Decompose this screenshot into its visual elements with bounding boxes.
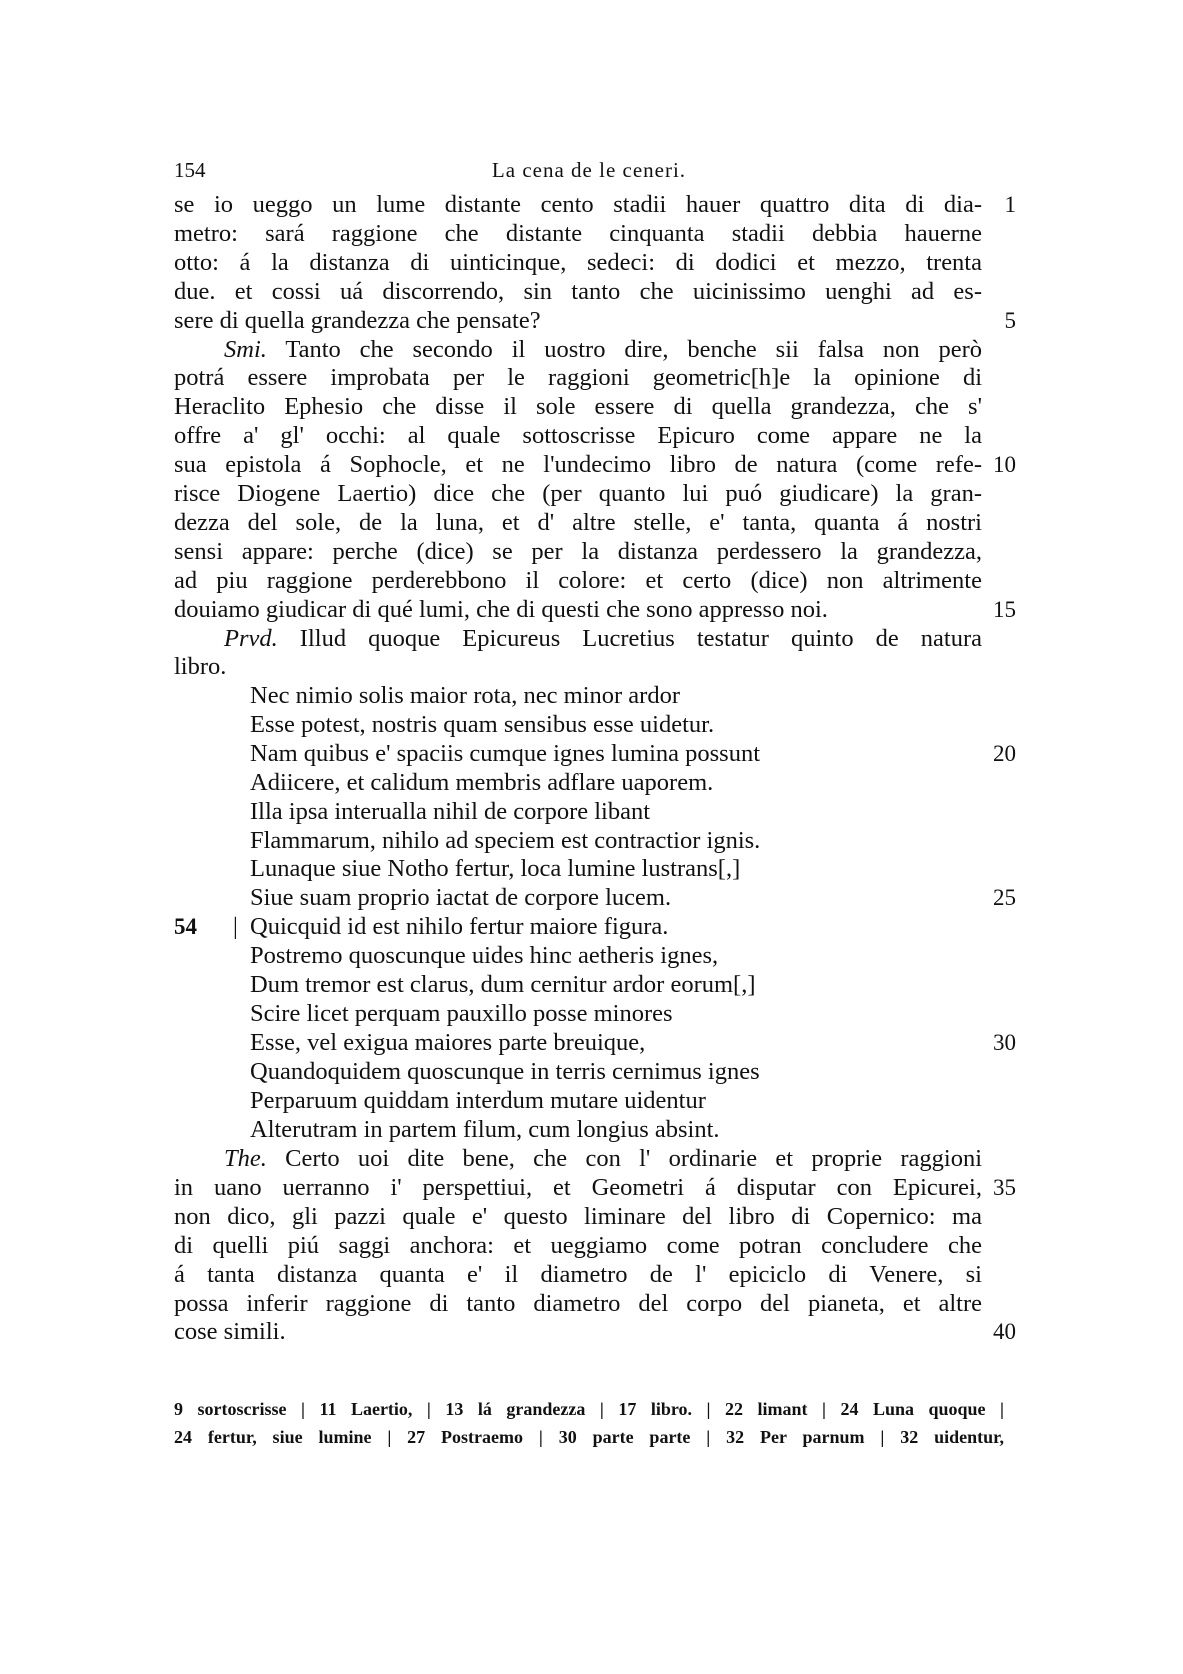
text-line [174, 421, 982, 451]
line-number: 10 [993, 452, 1016, 478]
text-line [174, 595, 982, 625]
text-line [174, 306, 982, 336]
speaker-label: Prvd. [224, 624, 278, 652]
text-line [174, 450, 982, 480]
text-line [174, 219, 982, 249]
verse-line [250, 797, 890, 827]
line-text: di quelli piú saggi anchora: et ueggiamo come potran concludere che [174, 1231, 982, 1259]
speaker-label: Smi. [224, 335, 267, 363]
line-text: á tanta distanza quanta e' il diametro de l' epiciclo di Venere, si [174, 1260, 982, 1288]
line-text: Quandoquidem quoscunque in terris cernimus ignes [250, 1057, 760, 1085]
text-line [174, 652, 982, 682]
line-number: 25 [993, 885, 1016, 911]
verse-line [250, 826, 890, 856]
line-text: sua epistola á Sophocle, et ne l'undecimo libro de natura (come refe- [174, 451, 982, 479]
line-text: metro: sará raggione che distante cinquanta stadii debbia hauerne [174, 219, 982, 247]
line-text: potrá essere improbata per le raggioni geometric[h]e la opinione di [174, 364, 982, 392]
text-line [174, 1317, 982, 1347]
line-text: dezza del sole, de la luna, et d' altre stelle, e' tanta, quanta á nostri [174, 508, 982, 536]
verse-line [250, 1028, 890, 1058]
line-text: sensi appare: perche (dice) se per la distanza perdessero la grandezza, [174, 537, 982, 565]
line-text: otto: á la distanza di uinticinque, sedeci: di dodici et mezzo, trenta [174, 248, 982, 276]
line-text: Certo uoi dite bene, che con l' ordinarie et proprie raggioni [285, 1145, 983, 1172]
page-break-bar: | [233, 914, 238, 941]
line-text: Illud quoque Epicureus Lucretius testatur quinto de natura [299, 624, 983, 652]
line-text: in uano uerranno i' perspettiui, et Geometri á disputar con Epicurei, [174, 1173, 982, 1201]
verse-line [250, 681, 890, 711]
apparatus-line: 24 fertur, siue lumine | 27 Postraemo | 30 parte parte | 32 Per parnum | 32 uidentur, [174, 1427, 1004, 1447]
verse-line [250, 1057, 890, 1087]
line-number: 15 [993, 596, 1016, 622]
line-text: offre a' gl' occhi: al quale sottoscrisse Epicuro come appare ne la [174, 422, 982, 450]
verse-line [250, 739, 890, 769]
line-text: Siue suam proprio iactat de corpore lucem. [250, 884, 672, 912]
text-line [174, 335, 982, 365]
text-line [174, 537, 982, 567]
line-number: 1 [1004, 192, 1016, 217]
line-number: 5 [1004, 307, 1016, 333]
line-text: Esse, vel exigua maiores parte breuique, [250, 1028, 646, 1056]
text-line [174, 1144, 982, 1174]
text-line [174, 479, 982, 509]
text-line [174, 1202, 982, 1232]
apparatus-line: 9 sortoscrisse | 11 Laertio, | 13 lá grandezza | 17 libro. | 22 limant | 24 Luna quoque | [174, 1399, 1004, 1419]
verse-line [250, 883, 890, 913]
speaker-label: The. [224, 1145, 267, 1172]
line-text: Perparuum quiddam interdum mutare uidentur [250, 1086, 706, 1114]
line-text: Lunaque siue Notho fertur, loca lumine lustrans[,] [250, 855, 741, 883]
running-title: La cena de le ceneri. [491, 158, 687, 182]
line-text: Dum tremor est clarus, dum cernitur ardor eorum[,] [250, 971, 756, 998]
text-line [174, 1173, 982, 1203]
line-number: 30 [993, 1029, 1016, 1055]
line-text: Quicquid id est nihilo fertur maiore figura. [250, 913, 669, 941]
line-text: sere di quella grandezza che pensate? [174, 306, 541, 334]
line-text: risce Diogene Laertio) dice che (per quanto lui puó giudicare) la gran- [174, 480, 982, 507]
text-line [174, 624, 982, 654]
verse-line [250, 970, 890, 1000]
page-number: 154 [174, 158, 206, 182]
line-text: Postremo quoscunque uides hinc aetheris ignes, [250, 942, 719, 970]
verse-line [250, 1086, 890, 1116]
line-text: douiamo giudicar di qué lumi, che di questi che sono appresso noi. [174, 595, 828, 623]
text-line [174, 1289, 982, 1319]
line-text: Tanto che secondo il uostro dire, benche sii falsa non però [285, 335, 982, 363]
line-number: 20 [993, 740, 1016, 766]
critical-apparatus [174, 1395, 1004, 1451]
verse-line [250, 941, 890, 971]
line-text: Flammarum, nihilo ad speciem est contractior ignis. [250, 826, 761, 854]
text-line [174, 190, 982, 220]
line-text: Alterutram in partem filum, cum longius absint. [250, 1115, 720, 1143]
line-text: possa inferir raggione di tanto diametro del corpo del pianeta, et altre [174, 1289, 982, 1317]
line-number: 40 [993, 1319, 1016, 1345]
line-text: Adiicere, et calidum membris adflare uaporem. [250, 768, 714, 796]
line-text: Esse potest, nostris quam sensibus esse uidetur. [250, 710, 715, 738]
line-text: cose simili. [174, 1318, 286, 1346]
line-number: 35 [993, 1174, 1016, 1200]
text-line [174, 392, 982, 422]
line-text: se io ueggo un lume distante cento stadii hauer quattro dita di dia- [174, 191, 982, 218]
verse-line [250, 1115, 890, 1145]
line-text: due. et cossi uá discorrendo, sin tanto che uicinissimo uenghi ad es- [174, 277, 982, 305]
text-line [174, 1260, 982, 1290]
text-line [174, 566, 982, 596]
text-line [174, 363, 982, 393]
running-header [174, 158, 1004, 186]
verse-line [250, 912, 890, 942]
line-text: libro. [174, 653, 227, 681]
original-page-marker: 54 [174, 914, 197, 940]
line-text: Heraclito Ephesio che disse il sole essere di quella grandezza, che s' [174, 393, 982, 421]
line-text: ad piu raggione perderebbono il colore: et certo (dice) non altrimente [174, 566, 982, 594]
verse-line [250, 999, 890, 1029]
verse-line [250, 710, 890, 740]
text-line [174, 248, 982, 278]
verse-line [250, 768, 890, 798]
text-line [174, 1231, 982, 1261]
verse-line [250, 854, 890, 884]
line-text: Nam quibus e' spaciis cumque ignes lumina possunt [250, 739, 761, 767]
line-text: Scire licet perquam pauxillo posse minores [250, 999, 673, 1027]
text-line [174, 277, 982, 307]
line-text: Illa ipsa interualla nihil de corpore libant [250, 797, 651, 825]
line-text: non dico, gli pazzi quale e' questo liminare del libro di Copernico: ma [174, 1202, 982, 1230]
text-line [174, 508, 982, 538]
line-text: Nec nimio solis maior rota, nec minor ardor [250, 682, 680, 709]
